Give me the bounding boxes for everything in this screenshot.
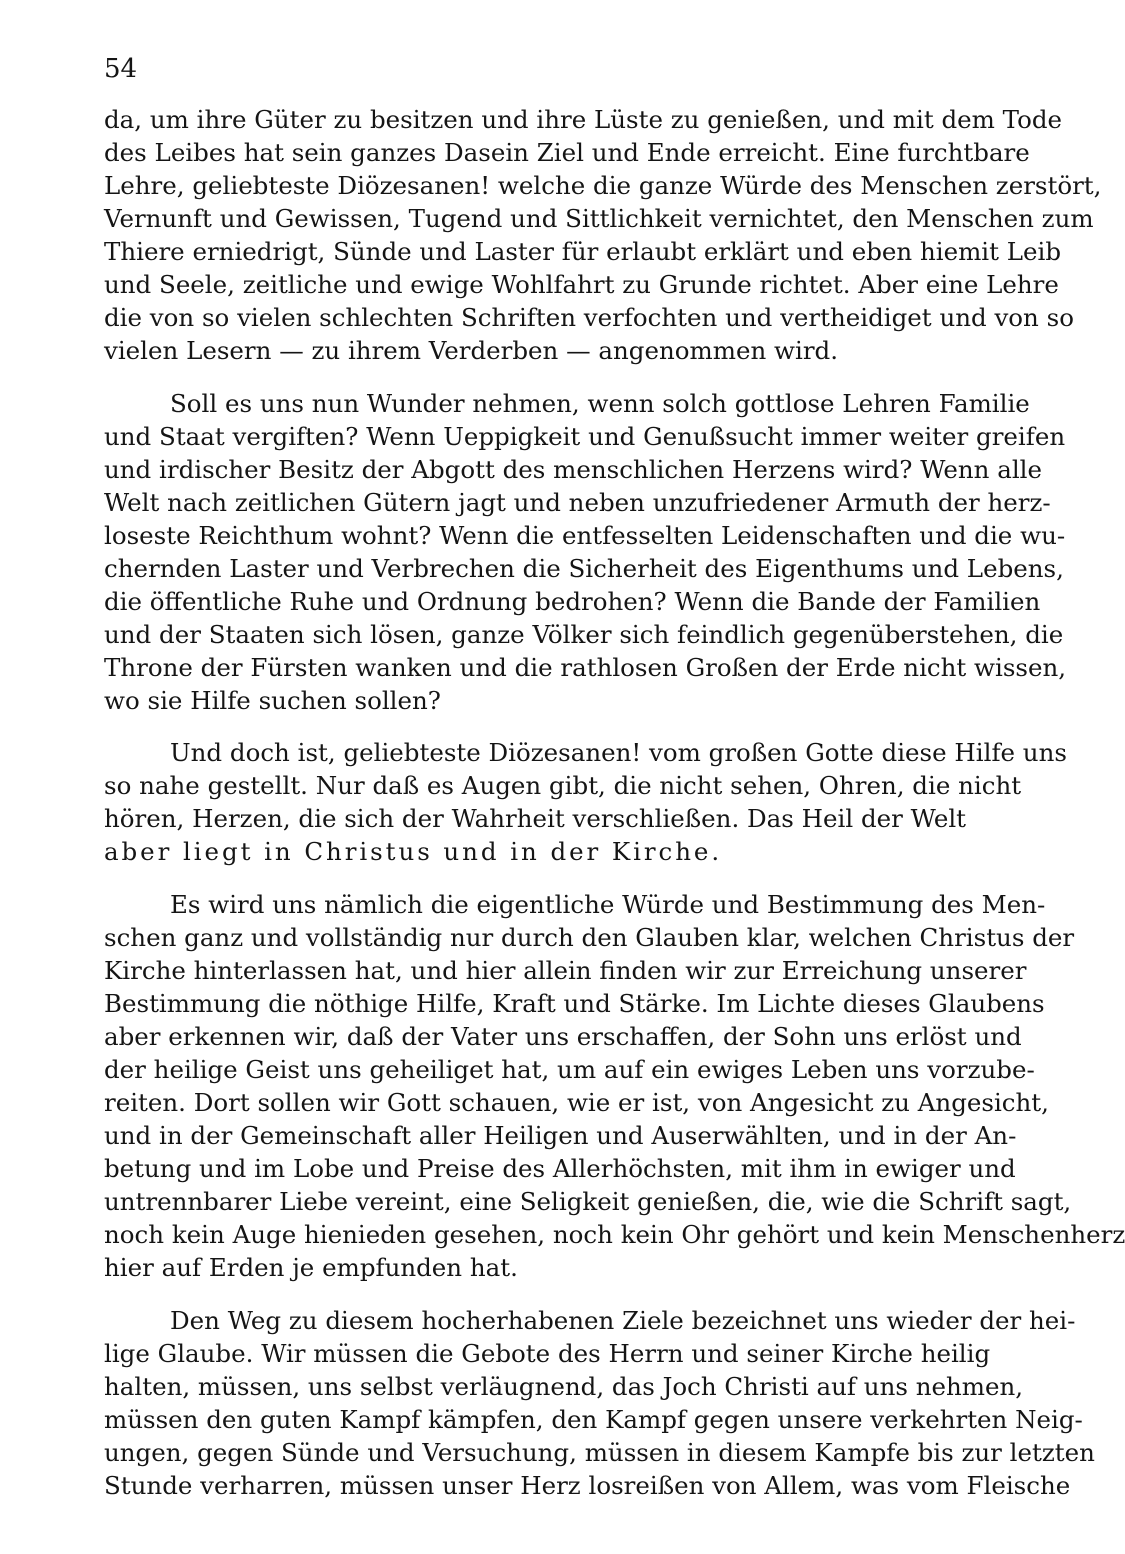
text-line: reiten. Dort sollen wir Gott schauen, wie er ist, von Angesicht zu Angesicht,: [104, 1088, 1049, 1117]
text-line: noch kein Auge hienieden gesehen, noch kein Ohr gehört und kein Menschenherz: [104, 1220, 1125, 1249]
text-line: aber erkennen wir, daß der Vater uns erschaffen, der Sohn uns erlöst und: [104, 1022, 1022, 1051]
text-line: Es wird uns nämlich die eigentliche Würde und Bestimmung des Men-: [170, 890, 1046, 919]
text-line: Vernunft und Gewissen, Tugend und Sittlichkeit vernichtet, den Menschen zum: [104, 204, 1094, 233]
text-line: müssen den guten Kampf kämpfen, den Kampf gegen unsere verkehrten Neig-: [104, 1405, 1083, 1434]
text-line: des Leibes hat sein ganzes Dasein Ziel und Ende erreicht. Eine furchtbare: [104, 138, 1030, 167]
text-line: Stunde verharren, müssen unser Herz losreißen von Allem, was vom Fleische: [104, 1471, 1071, 1500]
text-line: da, um ihre Güter zu besitzen und ihre Lüste zu genießen, und mit dem Tode: [104, 105, 1063, 134]
text-line: und Seele, zeitliche und ewige Wohlfahrt zu Grunde richtet. Aber eine Lehre: [104, 270, 1059, 299]
text-line: und der Staaten sich lösen, ganze Völker sich feindlich gegenüberstehen, die: [104, 620, 1064, 649]
text-line: lige Glaube. Wir müssen die Gebote des Herrn und seiner Kirche heilig: [104, 1339, 991, 1368]
text-line: und irdischer Besitz der Abgott des menschlichen Herzens wird? Wenn alle: [104, 455, 1043, 484]
text-line: hören, Herzen, die sich der Wahrheit verschließen. Das Heil der Welt: [104, 804, 967, 833]
text-line: Bestimmung die nöthige Hilfe, Kraft und Stärke. Im Lichte dieses Glaubens: [104, 989, 1045, 1018]
text-line: die öffentliche Ruhe und Ordnung bedrohen? Wenn die Bande der Familien: [104, 587, 1041, 616]
page-number: 54: [104, 54, 138, 84]
text-line: Welt nach zeitlichen Gütern jagt und neben unzufriedener Armuth der herz-: [104, 488, 1051, 517]
text-line: so nahe gestellt. Nur daß es Augen gibt, die nicht sehen, Ohren, die nicht: [104, 771, 1022, 800]
text-line: Soll es uns nun Wunder nehmen, wenn solch gottlose Lehren Familie: [170, 389, 1030, 418]
text-line: Den Weg zu diesem hocherhabenen Ziele bezeichnet uns wieder der hei-: [170, 1306, 1076, 1335]
text-line: halten, müssen, uns selbst verläugnend, das Joch Christi auf uns nehmen,: [104, 1372, 1024, 1401]
text-line: untrennbarer Liebe vereint, eine Seligkeit genießen, die, wie die Schrift sagt,: [104, 1187, 1072, 1216]
text-line: und in der Gemeinschaft aller Heiligen und Auserwählten, und in der An-: [104, 1121, 1017, 1150]
text-line: Lehre, geliebteste Diözesanen! welche die ganze Würde des Menschen zerstört,: [104, 171, 1102, 200]
text-line: betung und im Lobe und Preise des Allerhöchsten, mit ihm in ewiger und: [104, 1154, 1016, 1183]
text-line: wo sie Hilfe suchen sollen?: [104, 686, 441, 715]
text-line: die von so vielen schlechten Schriften verfochten und vertheidiget und von so: [104, 303, 1074, 332]
text-line: der heilige Geist uns geheiliget hat, um auf ein ewiges Leben uns vorzube-: [104, 1055, 1035, 1084]
text-line: schen ganz und vollständig nur durch den Glauben klar, welchen Christus der: [104, 923, 1075, 952]
text-line: chernden Laster und Verbrechen die Sicherheit des Eigenthums und Lebens,: [104, 554, 1064, 583]
text-line: Kirche hinterlassen hat, und hier allein finden wir zur Erreichung unserer: [104, 956, 1027, 985]
text-line: hier auf Erden je empfunden hat.: [104, 1253, 518, 1282]
text-line: Throne der Fürsten wanken und die rathlosen Großen der Erde nicht wissen,: [104, 653, 1067, 682]
text-line: loseste Reichthum wohnt? Wenn die entfesselten Leidenschaften und die wu-: [104, 521, 1066, 550]
text-line: Thiere erniedrigt, Sünde und Laster für erlaubt erklärt und eben hiemit Leib: [104, 237, 1062, 266]
text-line: Und doch ist, geliebteste Diözesanen! vom großen Gotte diese Hilfe uns: [170, 738, 1067, 767]
text-line-emphasized: aber liegt in Christus und in der Kirche.: [104, 837, 723, 866]
text-line: vielen Lesern — zu ihrem Verderben — angenommen wird.: [104, 336, 839, 365]
text-line: ungen, gegen Sünde und Versuchung, müssen in diesem Kampfe bis zur letzten: [104, 1438, 1095, 1467]
text-line: und Staat vergiften? Wenn Ueppigkeit und Genußsucht immer weiter greifen: [104, 422, 1066, 451]
